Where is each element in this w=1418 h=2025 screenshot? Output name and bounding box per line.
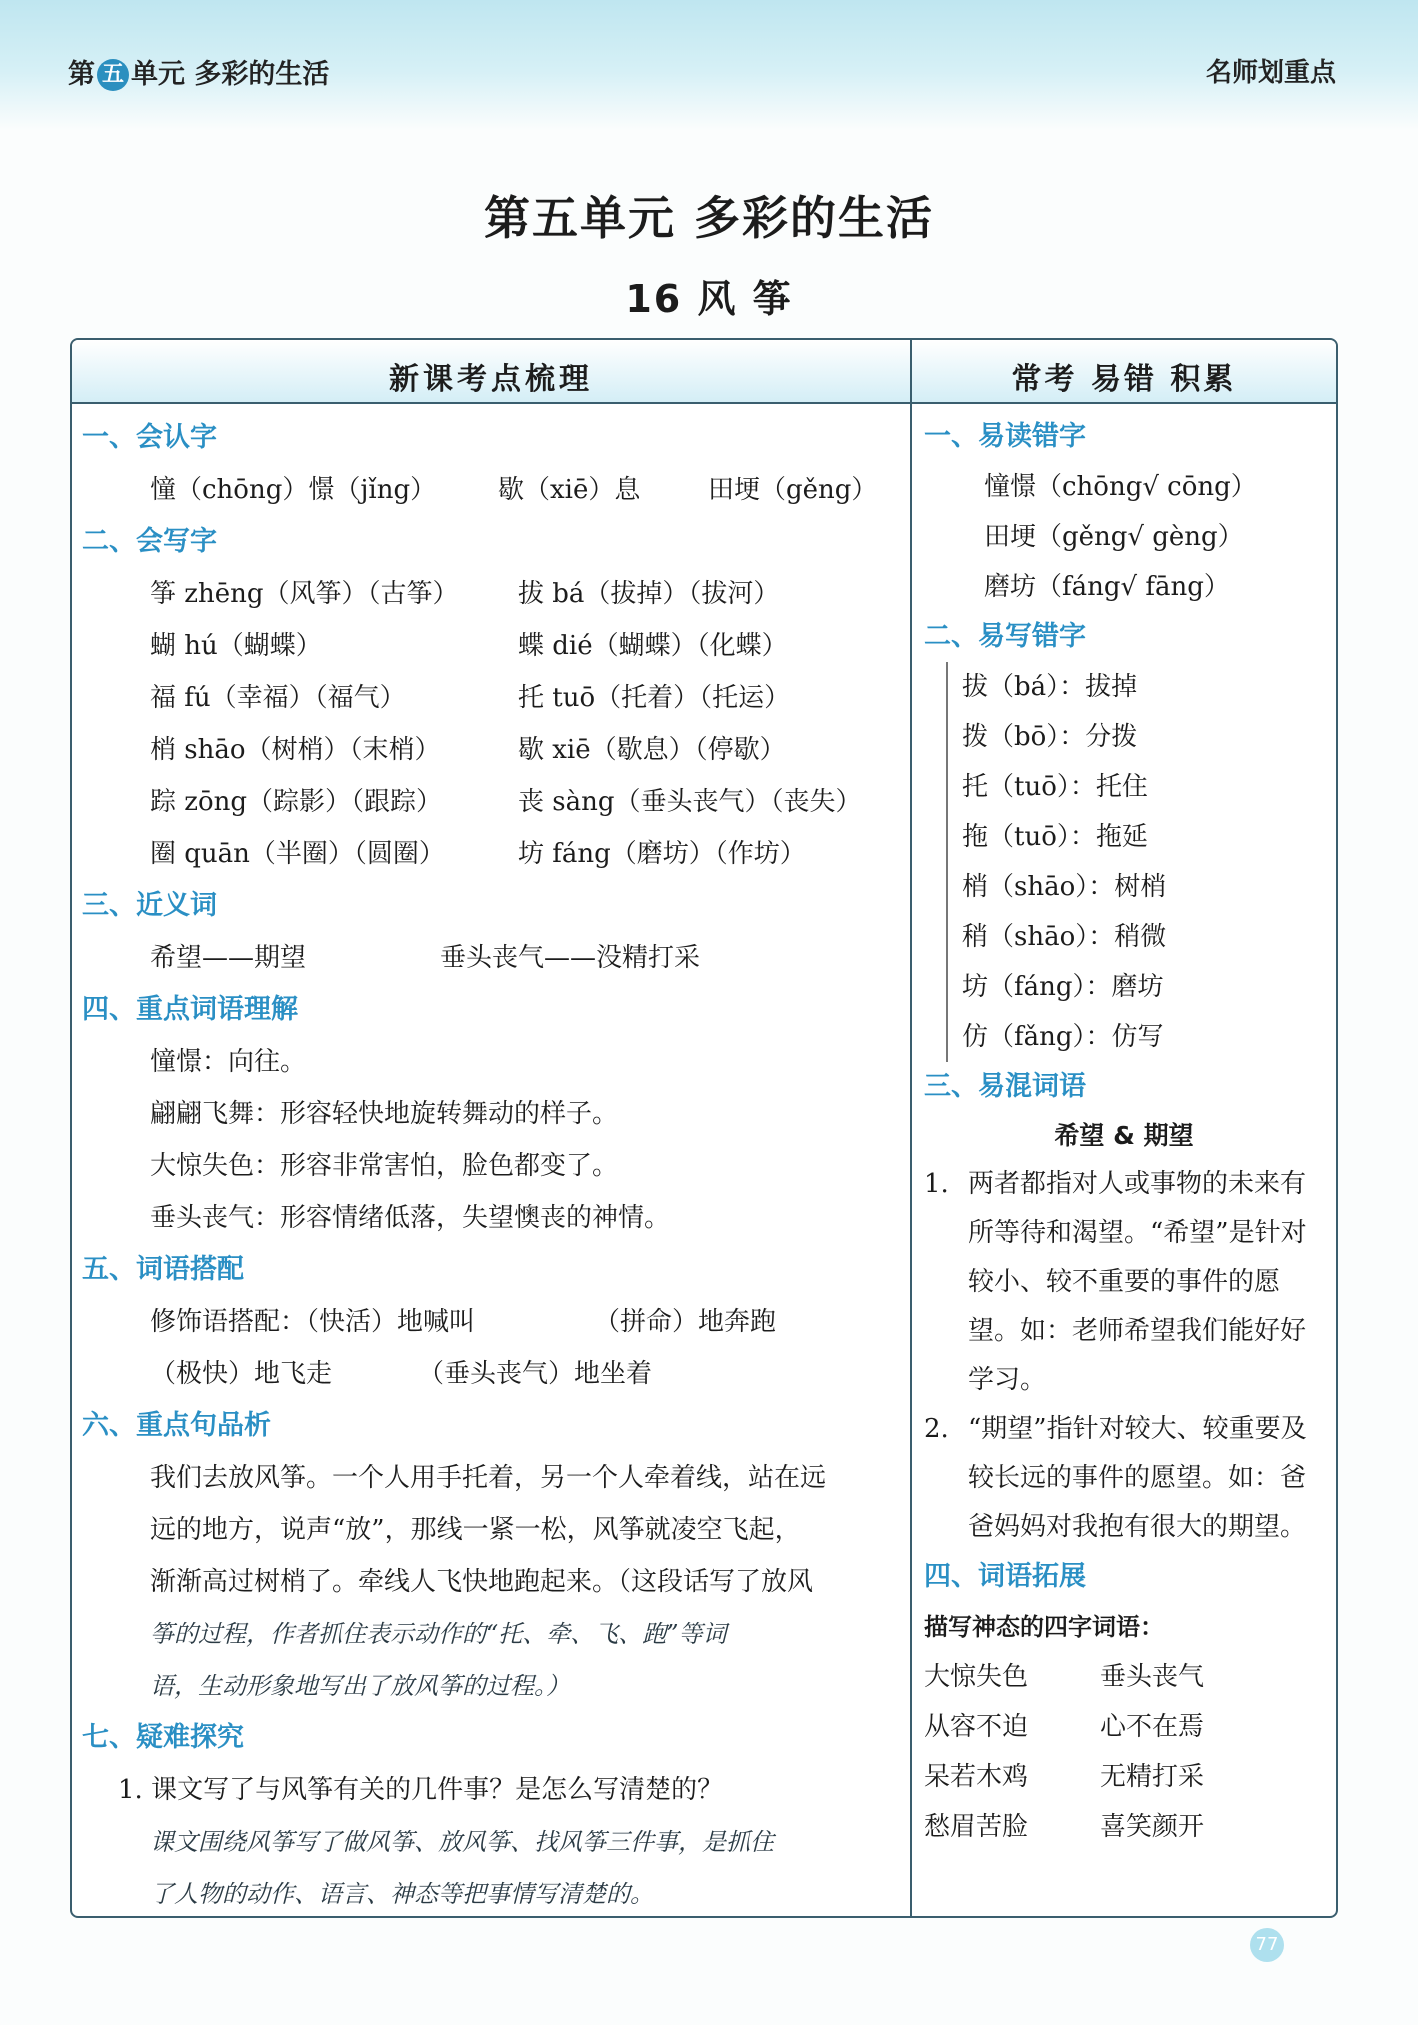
collocation-item: （垂头丧气）地坐着 [418, 1359, 653, 1389]
write-item: 丧 sàng（垂头丧气）（丧失） [518, 787, 862, 817]
column-divider [910, 340, 912, 1916]
page-title: 第五单元 多彩的生活 [483, 191, 934, 245]
lesson-title: 16 风 筝 [625, 277, 793, 321]
write-row [82, 672, 902, 724]
sentence-line: 渐渐高过树梢了。牵线人飞快地跑起来。（这段话写了放风 [150, 1567, 814, 1597]
section-title-sentence-analysis: 六、重点句品析 [82, 1410, 271, 1441]
collocation-item: （拼命）地奔跑 [594, 1307, 777, 1337]
recognize-item: 憧（chōng）憬（jǐng） [150, 475, 437, 505]
section-title-exploration: 七、疑难探究 [82, 1722, 244, 1753]
right-column-heading: 常考 易错 积累 [1011, 362, 1237, 397]
section-title-confusable: 三、易混词语 [924, 1071, 1086, 1102]
expansion-row [924, 1802, 1324, 1852]
exploration-answer: 课文围绕风筝写了做风筝、放风筝、找风筝三件事，是抓住 [150, 1828, 774, 1856]
expansion-row [924, 1652, 1324, 1702]
miswrite-line: 拖（tuō）：拖延 [962, 822, 1148, 852]
unit-suffix: 单元 多彩的生活 [131, 59, 330, 90]
misread-line: 田埂（gěng√ gèng） [984, 522, 1244, 552]
vocabulary-line: 翩翩飞舞：形容轻快地旋转舞动的样子。 [150, 1099, 619, 1129]
expansion-row [924, 1752, 1324, 1802]
synonym-item: 垂头丧气——没精打采 [440, 943, 701, 973]
vocabulary-line: 憧憬：向往。 [150, 1047, 307, 1077]
synonym-row [82, 932, 902, 984]
right-column [924, 412, 1324, 1852]
recognize-item: 田埂（gěng） [708, 475, 878, 505]
write-row [82, 828, 902, 880]
section-title-recognize: 一、会认字 [82, 422, 217, 453]
collocation-row [82, 1296, 902, 1348]
recognize-row [82, 464, 902, 516]
exploration-answer: 了人物的动作、语言、神态等把事情写清楚的。 [150, 1880, 654, 1908]
write-item: 筝 zhēng（风筝）（古筝） [150, 579, 459, 609]
miswrite-line: 拨（bō）：分拨 [962, 722, 1138, 752]
expansion-subtitle: 描写神态的四字词语： [924, 1613, 1164, 1641]
left-column [82, 412, 902, 1918]
expansion-word: 呆若木鸡 [924, 1762, 1029, 1792]
synonym-item: 希望——期望 [150, 943, 307, 973]
collocation-item: （极快）地飞走 [150, 1359, 333, 1389]
expansion-word: 心不在焉 [1100, 1712, 1205, 1742]
miswrite-list [946, 662, 1324, 1062]
section-title-misread: 一、易读错字 [924, 421, 1086, 452]
left-column-heading: 新课考点梳理 [389, 362, 593, 397]
unit-header [68, 52, 329, 91]
confusable-item-2 [924, 1405, 1324, 1552]
write-item: 蝶 dié（蝴蝶）（化蝶） [518, 631, 788, 661]
vocabulary-line: 大惊失色：形容非常害怕，脸色都变了。 [150, 1151, 619, 1181]
item-text: 两者都指对人或事物的未来有所等待和渴望。“希望”是针对较小、较不重要的事件的愿望。如：老师希望我们能好好学习。 [968, 1169, 1307, 1395]
miswrite-line: 仿（fǎng）：仿写 [962, 1022, 1164, 1052]
write-item: 圈 quān（半圈）（圆圈） [150, 839, 445, 869]
unit-prefix: 第 [68, 59, 95, 90]
unit-number-badge: 五 [97, 59, 129, 91]
confusable-pair: 希望 & 期望 [1054, 1121, 1194, 1150]
sentence-line: 远的地方，说声“放”，那线一紧一松，风筝就凌空飞起， [150, 1515, 801, 1545]
miswrite-line: 拔（bá）：拔掉 [962, 672, 1138, 702]
miswrite-line: 稍（shāo）：稍微 [962, 922, 1167, 952]
collocation-row [82, 1348, 902, 1400]
section-title-synonyms: 三、近义词 [82, 890, 217, 921]
sentence-line: 我们去放风筝。一个人用手托着，另一个人牵着线，站在远 [150, 1463, 827, 1493]
expansion-word: 喜笑颜开 [1100, 1812, 1205, 1842]
section-title-expansion: 四、词语拓展 [924, 1561, 1086, 1592]
write-item: 拔 bá（拔掉）（拔河） [518, 579, 780, 609]
expansion-word: 愁眉苦脸 [924, 1812, 1029, 1842]
sentence-line: 筝的过程，作者抓住表示动作的“托、牵、飞、跑”等词 [150, 1620, 727, 1648]
item-text: “期望”指针对较大、较重要及较长远的事件的愿望。如：爸爸妈妈对我抱有很大的期望。 [968, 1414, 1307, 1542]
confusable-item-1 [924, 1160, 1324, 1405]
miswrite-line: 梢（shāo）：树梢 [962, 872, 1167, 902]
expansion-word: 垂头丧气 [1100, 1662, 1205, 1692]
write-item: 蝴 hú（蝴蝶） [150, 631, 322, 661]
write-item: 踪 zōng（踪影）（跟踪） [150, 787, 443, 817]
section-title-vocabulary: 四、重点词语理解 [82, 994, 298, 1025]
miswrite-line: 坊（fáng）：磨坊 [962, 972, 1164, 1002]
content-panel [70, 338, 1338, 1918]
write-row [82, 724, 902, 776]
section-title-miswrite: 二、易写错字 [924, 621, 1086, 652]
collocation-item: 修饰语搭配：（快活）地喊叫 [150, 1307, 476, 1337]
vocabulary-line: 垂头丧气：形容情绪低落，失望懊丧的神情。 [150, 1203, 671, 1233]
misread-line: 磨坊（fáng√ fāng） [984, 572, 1230, 602]
write-item: 托 tuō（托着）（托运） [518, 683, 791, 713]
write-item: 福 fú（幸福）（福气） [150, 683, 406, 713]
recognize-item: 歇（xiē）息 [498, 475, 641, 505]
expansion-word: 无精打采 [1100, 1762, 1205, 1792]
sentence-line: 语，生动形象地写出了放风筝的过程。） [150, 1672, 570, 1700]
item-number: 1. [924, 1169, 949, 1199]
miswrite-line: 托（tuō）：托住 [962, 772, 1148, 802]
write-row [82, 568, 902, 620]
write-row [82, 620, 902, 672]
write-item: 梢 shāo（树梢）（末梢） [150, 735, 441, 765]
expansion-row [924, 1702, 1324, 1752]
write-item: 歇 xiē（歇息）（停歇） [518, 735, 786, 765]
exploration-question: 1. 课文写了与风筝有关的几件事？是怎么写清楚的？ [118, 1775, 724, 1805]
section-title-write: 二、会写字 [82, 526, 217, 557]
expansion-word: 从容不迫 [924, 1712, 1029, 1742]
write-item: 坊 fáng（磨坊）（作坊） [518, 839, 806, 869]
section-title-collocation: 五、词语搭配 [82, 1254, 244, 1285]
write-row [82, 776, 902, 828]
misread-line: 憧憬（chōng√ cōng） [984, 472, 1257, 502]
item-number: 2. [924, 1414, 949, 1444]
page-number: 77 [1250, 1928, 1284, 1962]
expansion-word: 大惊失色 [924, 1662, 1029, 1692]
brand-label: 名师划重点 [1205, 58, 1336, 88]
